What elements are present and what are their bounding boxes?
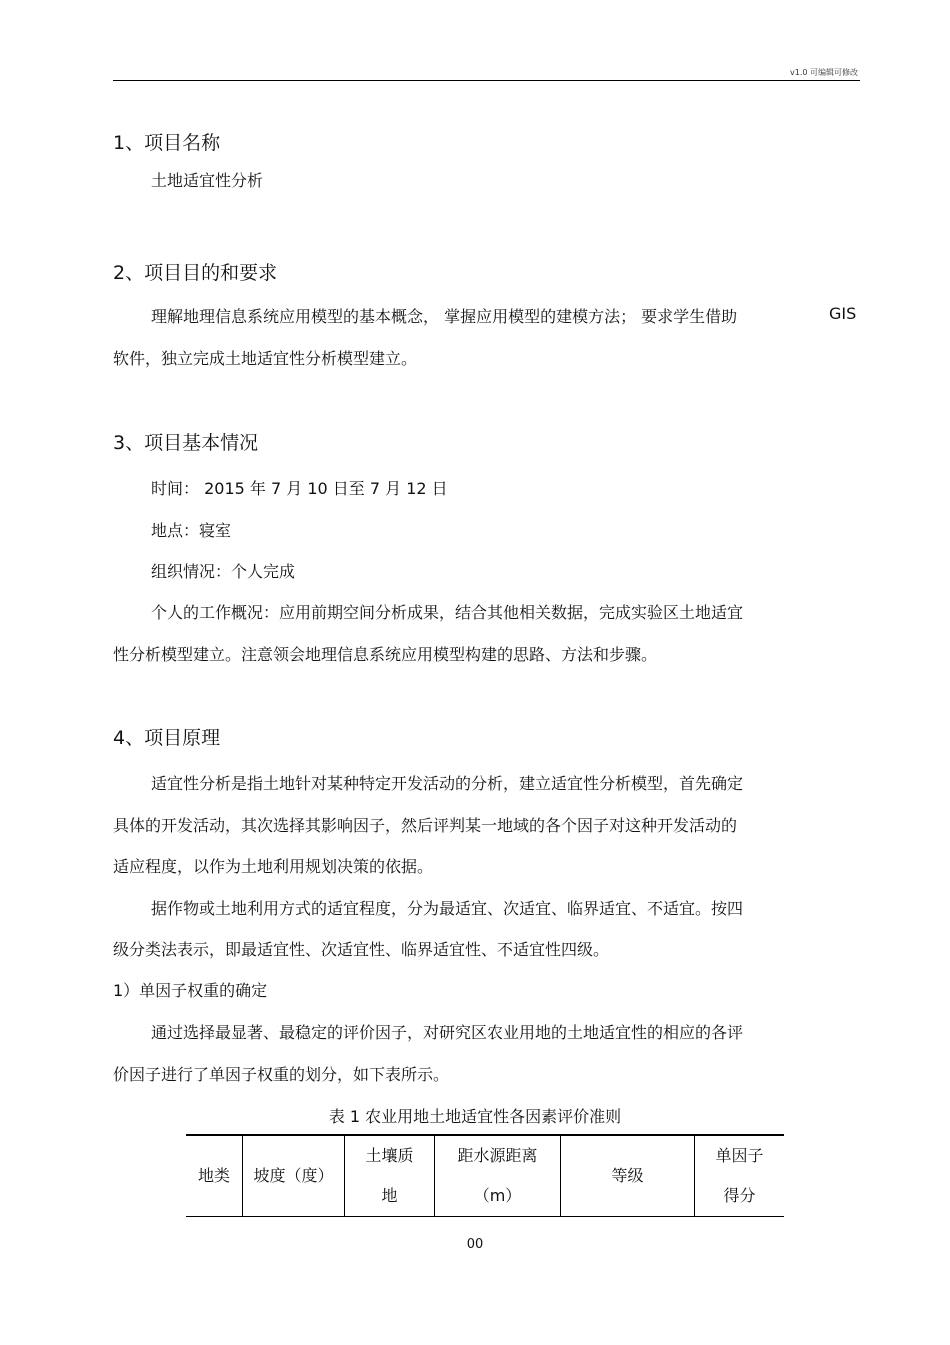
principle-para3-line2: 价因子进行了单因子权重的划分，如下表所示。 <box>113 1065 450 1084</box>
table-header-row <box>186 1135 784 1217</box>
principle-para1-line2: 具体的开发活动，其次选择其影响因子，然后评判某一地域的各个因子对这种开发活动的 <box>113 816 738 835</box>
principle-para1-line3: 适应程度，以作为土地利用规划决策的依据。 <box>113 857 434 876</box>
principle-para3-line1: 通过选择最显著、最稳定的评价因子，对研究区农业用地的土地适宜性的相应的各评 <box>151 1023 744 1042</box>
header-line-1: 等级 <box>611 1166 644 1185</box>
table-header-cell <box>695 1135 785 1217</box>
purpose-gis: GIS <box>829 304 857 323</box>
evaluation-criteria-table <box>186 1134 784 1217</box>
purpose-line-1: 理解地理信息系统应用模型的基本概念， 掌握应用模型的建模方法； 要求学生借助 <box>151 307 738 326</box>
page-number: 00 <box>466 1237 484 1252</box>
section-heading-1: 1、项目名称 <box>113 132 221 154</box>
header-rule <box>113 80 860 81</box>
purpose-line-2: 软件，独立完成土地适宜性分析模型建立。 <box>113 349 418 368</box>
principle-para2-line2: 级分类法表示，即最适宜性、次适宜性、临界适宜性、不适宜性四级。 <box>113 940 610 959</box>
project-name: 土地适宜性分析 <box>151 171 264 190</box>
header-line-2: （m） <box>473 1186 522 1205</box>
header-line-1: 土壤质 <box>365 1146 414 1165</box>
overview-line-2: 性分析模型建立。注意领会地理信息系统应用模型构建的思路、方法和步骤。 <box>113 645 658 664</box>
principle-para1-line1: 适宜性分析是指土地针对某种特定开发活动的分析，建立适宜性分析模型，首先确定 <box>151 774 744 793</box>
table-header-cell <box>345 1135 435 1217</box>
header-line-1: 坡度（度） <box>253 1166 334 1185</box>
section-heading-3: 3、项目基本情况 <box>113 432 259 454</box>
table-caption: 表 1 农业用地土地适宜性各因素评价准则 <box>328 1107 622 1126</box>
principle-para2-line1: 据作物或土地利用方式的适宜程度，分为最适宜、次适宜、临界适宜、不适宜。按四 <box>151 899 744 918</box>
header-line-1: 距水源距离 <box>457 1146 538 1165</box>
table-header-cell <box>243 1135 345 1217</box>
section-heading-4: 4、项目原理 <box>113 727 221 749</box>
overview-line-1: 个人的工作概况：应用前期空间分析成果，结合其他相关数据，完成实验区土地适宜 <box>151 603 744 622</box>
header-line-2: 得分 <box>723 1186 756 1205</box>
table-header-cell <box>186 1135 243 1217</box>
section-heading-2: 2、项目目的和要求 <box>113 262 278 284</box>
header-line-1: 单因子 <box>715 1146 764 1165</box>
table-header-cell <box>561 1135 695 1217</box>
version-note: v1.0 可编辑可修改 <box>790 68 858 77</box>
subsection-heading-1: 1）单因子权重的确定 <box>113 981 268 1000</box>
project-organization: 组织情况：个人完成 <box>151 562 296 581</box>
project-time: 时间： 2015 年 7 月 10 日至 7 月 12 日 <box>151 479 448 498</box>
header-line-1: 地类 <box>197 1166 230 1185</box>
table-header-cell <box>435 1135 561 1217</box>
header-line-2: 地 <box>381 1186 398 1205</box>
project-place: 地点：寝室 <box>151 521 232 540</box>
